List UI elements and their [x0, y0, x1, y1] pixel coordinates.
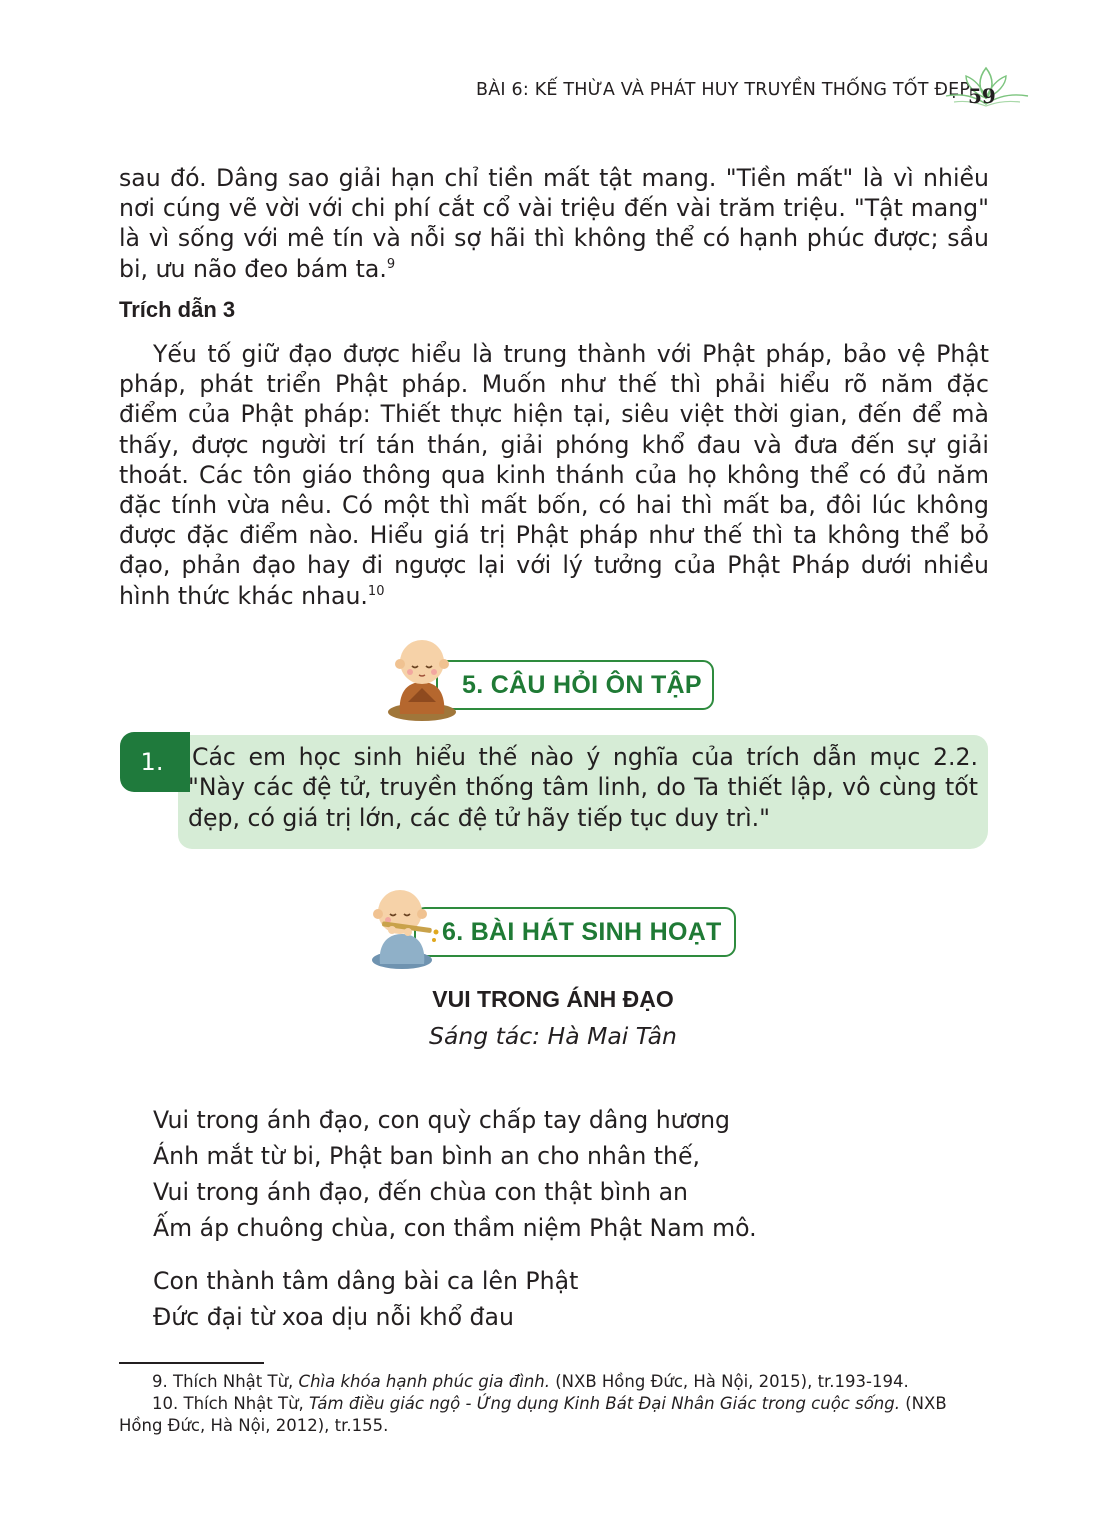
- section-6-title: 6. BÀI HÁT SINH HOẠT: [442, 917, 722, 946]
- paragraph-line: Yếu tố giữ đạo được hiểu là trung thành với Phật pháp, bảo vệ Phật: [153, 340, 989, 368]
- lyric-line: Con thành tâm dâng bài ca lên Phật: [153, 1267, 579, 1295]
- paragraph-line: thấy, được người trí tán thán, giải phóng khổ đau và đưa đến sự giải: [119, 430, 989, 459]
- footnote-title: Tám điều giác ngộ - Ứng dụng Kinh Bát Đại Nhân Giác trong cuộc sống.: [309, 1394, 900, 1413]
- flute-monk-icon: [364, 882, 440, 970]
- paragraph-line: là vì sống với mê tín và nỗi sợ hãi thì không thể có hạnh phúc được; sầu: [119, 224, 989, 253]
- section-6-banner: [414, 907, 736, 957]
- lyric-line: Ấm áp chuông chùa, con thầm niệm Phật Nam mô.: [153, 1214, 757, 1242]
- lyric-line: Ánh mắt từ bi, Phật ban bình an cho nhân thế,: [153, 1142, 700, 1170]
- paragraph-text: hình thức khác nhau.: [119, 581, 368, 610]
- footnote-ref[interactable]: 9: [386, 256, 396, 272]
- paragraph-line: nơi cúng vẽ vời với chi phí cắt cổ vài triệu đến vài trăm triệu. "Tật mang": [119, 194, 989, 223]
- paragraph-line: thoát. Các tôn giáo thông qua kinh thánh của họ không thể có đủ năm: [119, 460, 989, 489]
- lyric-line: Vui trong ánh đạo, đến chùa con thật bình an: [153, 1178, 688, 1206]
- footnote-text: 10. Thích Nhật Từ,: [152, 1394, 310, 1413]
- footnote-title: Chìa khóa hạnh phúc gia đình.: [298, 1372, 550, 1391]
- running-header-title: BÀI 6: KẾ THỪA VÀ PHÁT HUY TRUYỀN THỐNG TỐT ĐẸP: [476, 80, 971, 100]
- section-5-title: 5. CÂU HỎI ÔN TẬP: [462, 670, 702, 699]
- footnote-text: 9. Thích Nhật Từ,: [152, 1372, 299, 1391]
- question-line: Các em học sinh hiểu thế nào ý nghĩa của trích dẫn mục 2.2.: [192, 743, 978, 771]
- question-line: đẹp, có giá trị lớn, các đệ tử hãy tiếp tục duy trì.": [188, 803, 771, 832]
- page-number: 59: [968, 84, 996, 108]
- paragraph-line: pháp, phát triển Phật pháp. Muốn như thế thì phải hiểu rõ năm đặc: [119, 370, 989, 399]
- footnote-10-continued: Hồng Đức, Hà Nội, 2012), tr.155.: [119, 1416, 389, 1435]
- lyric-line: Đức đại từ xoa dịu nỗi khổ đau: [153, 1303, 514, 1331]
- quote-3-paragraph: [119, 339, 989, 611]
- lyric-line: Vui trong ánh đạo, con quỳ chấp tay dâng hương: [153, 1106, 730, 1134]
- paragraph-line: sau đó. Dâng sao giải hạn chỉ tiền mất tật mang. "Tiền mất" là vì nhiều: [119, 164, 989, 192]
- intro-paragraph: [119, 163, 989, 284]
- section-5-banner: [436, 660, 714, 710]
- footnote-ref[interactable]: 10: [367, 583, 385, 599]
- paragraph-line: điểm của Phật pháp: Thiết thực hiện tại, siêu việt thời gian, đến để mà: [119, 400, 989, 429]
- footnote-10: [152, 1393, 947, 1414]
- song-title: VUI TRONG ÁNH ĐẠO: [432, 986, 674, 1012]
- footnote-9: [152, 1371, 909, 1392]
- footnote-divider: [119, 1362, 264, 1364]
- question-number: 1.: [120, 732, 190, 792]
- question-text: [188, 742, 978, 833]
- paragraph-line: [119, 581, 989, 611]
- footnote-text: (NXB: [900, 1394, 947, 1413]
- paragraph-line: [119, 254, 989, 284]
- quote-3-heading: Trích dẫn 3: [119, 297, 236, 322]
- song-author: Sáng tác: Hà Mai Tân: [429, 1022, 677, 1050]
- praying-monk-icon: [386, 632, 458, 722]
- paragraph-text: bi, ưu não đeo bám ta.: [119, 254, 387, 283]
- paragraph-line: đặc tính vừa nêu. Có một thì mất bốn, có hai thì mất ba, đôi lúc không: [119, 491, 989, 520]
- question-line: "Này các đệ tử, truyền thống tâm linh, do Ta thiết lập, vô cùng tốt: [188, 773, 978, 802]
- footnote-text: (NXB Hồng Đức, Hà Nội, 2015), tr.193-194.: [550, 1372, 909, 1391]
- paragraph-line: được đặc điểm nào. Hiểu giá trị Phật pháp như thế thì ta không thể bỏ: [119, 521, 989, 550]
- paragraph-line: đạo, phản đạo hay đi ngược lại với lý tưởng của Phật Pháp dưới nhiều: [119, 551, 989, 580]
